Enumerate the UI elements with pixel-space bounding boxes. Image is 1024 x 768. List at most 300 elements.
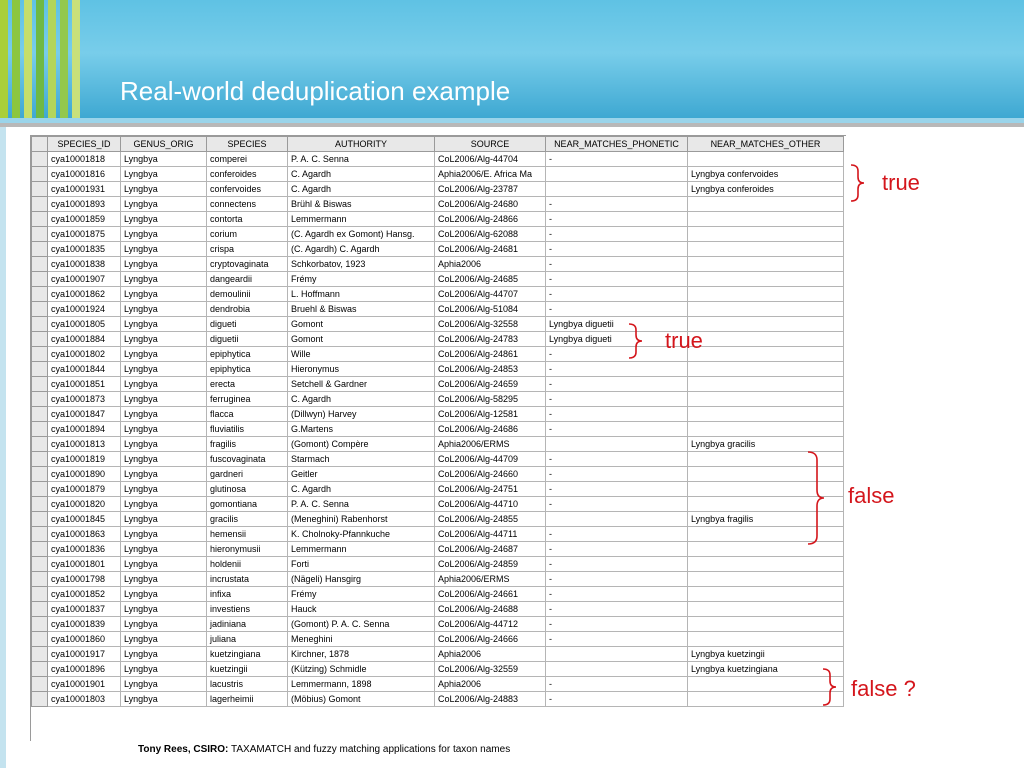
table-cell[interactable] (688, 257, 844, 272)
table-cell[interactable]: - (546, 677, 688, 692)
row-selector[interactable] (32, 527, 48, 542)
table-cell[interactable]: CoL2006/Alg-32558 (435, 317, 546, 332)
table-cell[interactable]: Lyngbya (121, 272, 207, 287)
table-cell[interactable]: - (546, 497, 688, 512)
table-cell[interactable]: - (546, 452, 688, 467)
table-cell[interactable]: Lyngbya gracilis (688, 437, 844, 452)
table-cell[interactable]: cya10001835 (48, 242, 121, 257)
table-cell[interactable]: Lyngbya digueti (546, 332, 688, 347)
table-row[interactable] (32, 602, 844, 617)
table-cell[interactable]: Lyngbya (121, 512, 207, 527)
table-cell[interactable]: Lyngbya confervoides (688, 167, 844, 182)
table-row[interactable] (32, 542, 844, 557)
table-cell[interactable]: Forti (288, 557, 435, 572)
table-cell[interactable]: holdenii (207, 557, 288, 572)
table-row[interactable] (32, 632, 844, 647)
table-cell[interactable]: CoL2006/Alg-12581 (435, 407, 546, 422)
table-cell[interactable]: - (546, 482, 688, 497)
row-selector[interactable] (32, 542, 48, 557)
table-cell[interactable]: connectens (207, 197, 288, 212)
table-cell[interactable]: (Kützing) Schmidle (288, 662, 435, 677)
table-cell[interactable]: Lyngbya (121, 647, 207, 662)
table-cell[interactable]: Aphia2006 (435, 257, 546, 272)
table-cell[interactable]: - (546, 242, 688, 257)
table-row[interactable] (32, 437, 844, 452)
table-cell[interactable] (688, 602, 844, 617)
row-selector[interactable] (32, 272, 48, 287)
row-selector[interactable] (32, 572, 48, 587)
table-cell[interactable]: Lyngbya (121, 197, 207, 212)
table-cell[interactable]: Lyngbya (121, 317, 207, 332)
table-cell[interactable]: Lyngbya (121, 572, 207, 587)
table-cell[interactable]: CoL2006/Alg-24666 (435, 632, 546, 647)
table-cell[interactable]: juliana (207, 632, 288, 647)
row-selector[interactable] (32, 422, 48, 437)
table-cell[interactable]: C. Agardh (288, 482, 435, 497)
table-cell[interactable]: flacca (207, 407, 288, 422)
table-row[interactable] (32, 422, 844, 437)
table-cell[interactable]: dendrobia (207, 302, 288, 317)
table-cell[interactable]: - (546, 212, 688, 227)
table-cell[interactable] (688, 152, 844, 167)
table-cell[interactable]: Lyngbya (121, 527, 207, 542)
row-selector[interactable] (32, 227, 48, 242)
table-cell[interactable]: CoL2006/Alg-24659 (435, 377, 546, 392)
column-header[interactable]: SPECIES_ID (48, 137, 121, 152)
table-cell[interactable]: cya10001862 (48, 287, 121, 302)
table-cell[interactable]: cya10001813 (48, 437, 121, 452)
table-cell[interactable]: Lyngbya (121, 497, 207, 512)
table-cell[interactable]: (C. Agardh ex Gomont) Hansg. (288, 227, 435, 242)
table-cell[interactable] (688, 572, 844, 587)
table-row[interactable] (32, 347, 844, 362)
row-selector[interactable] (32, 407, 48, 422)
table-cell[interactable]: Starmach (288, 452, 435, 467)
table-cell[interactable]: cya10001844 (48, 362, 121, 377)
table-cell[interactable] (688, 392, 844, 407)
row-selector[interactable] (32, 677, 48, 692)
table-row[interactable] (32, 182, 844, 197)
table-cell[interactable]: CoL2006/Alg-44711 (435, 527, 546, 542)
table-cell[interactable]: Lyngbya (121, 287, 207, 302)
table-cell[interactable]: K. Cholnoky-Pfannkuche (288, 527, 435, 542)
table-cell[interactable]: cya10001839 (48, 617, 121, 632)
table-cell[interactable]: cya10001802 (48, 347, 121, 362)
table-cell[interactable]: L. Hoffmann (288, 287, 435, 302)
table-cell[interactable]: lacustris (207, 677, 288, 692)
table-cell[interactable]: cya10001836 (48, 542, 121, 557)
table-cell[interactable] (688, 272, 844, 287)
row-selector[interactable] (32, 362, 48, 377)
table-cell[interactable] (546, 437, 688, 452)
table-row[interactable] (32, 497, 844, 512)
table-cell[interactable]: CoL2006/Alg-32559 (435, 662, 546, 677)
table-cell[interactable]: Gomont (288, 317, 435, 332)
table-cell[interactable]: cya10001907 (48, 272, 121, 287)
table-cell[interactable]: CoL2006/Alg-24680 (435, 197, 546, 212)
table-cell[interactable]: Lyngbya (121, 482, 207, 497)
table-row[interactable] (32, 197, 844, 212)
row-selector[interactable] (32, 317, 48, 332)
table-row[interactable] (32, 212, 844, 227)
table-cell[interactable]: cya10001820 (48, 497, 121, 512)
table-cell[interactable]: cya10001917 (48, 647, 121, 662)
table-cell[interactable]: cya10001901 (48, 677, 121, 692)
table-cell[interactable]: Geitler (288, 467, 435, 482)
row-selector[interactable] (32, 452, 48, 467)
table-row[interactable] (32, 392, 844, 407)
table-cell[interactable]: hieronymusii (207, 542, 288, 557)
table-cell[interactable]: Hauck (288, 602, 435, 617)
table-row[interactable] (32, 287, 844, 302)
table-row[interactable] (32, 467, 844, 482)
column-header[interactable]: GENUS_ORIG (121, 137, 207, 152)
table-cell[interactable]: cya10001924 (48, 302, 121, 317)
table-cell[interactable]: CoL2006/Alg-44712 (435, 617, 546, 632)
table-cell[interactable]: infixa (207, 587, 288, 602)
table-cell[interactable] (546, 182, 688, 197)
table-cell[interactable]: (C. Agardh) C. Agardh (288, 242, 435, 257)
column-header[interactable]: NEAR_MATCHES_OTHER (688, 137, 844, 152)
table-cell[interactable]: CoL2006/Alg-44707 (435, 287, 546, 302)
select-all-cell[interactable] (32, 137, 48, 152)
table-cell[interactable]: cya10001852 (48, 587, 121, 602)
table-row[interactable] (32, 617, 844, 632)
table-cell[interactable]: - (546, 422, 688, 437)
table-cell[interactable]: Aphia2006/ERMS (435, 572, 546, 587)
table-cell[interactable]: - (546, 272, 688, 287)
row-selector[interactable] (32, 197, 48, 212)
table-cell[interactable]: dangeardii (207, 272, 288, 287)
table-cell[interactable]: cya10001863 (48, 527, 121, 542)
table-cell[interactable]: cya10001837 (48, 602, 121, 617)
table-cell[interactable]: cya10001884 (48, 332, 121, 347)
row-selector[interactable] (32, 287, 48, 302)
table-cell[interactable]: cya10001803 (48, 692, 121, 707)
table-row[interactable] (32, 332, 844, 347)
table-cell[interactable]: Kirchner, 1878 (288, 647, 435, 662)
table-cell[interactable]: Schkorbatov, 1923 (288, 257, 435, 272)
table-row[interactable] (32, 257, 844, 272)
table-cell[interactable]: fragilis (207, 437, 288, 452)
table-row[interactable] (32, 152, 844, 167)
table-cell[interactable] (546, 662, 688, 677)
table-cell[interactable]: - (546, 347, 688, 362)
table-cell[interactable]: - (546, 392, 688, 407)
table-cell[interactable]: - (546, 362, 688, 377)
table-cell[interactable]: G.Martens (288, 422, 435, 437)
row-selector[interactable] (32, 662, 48, 677)
table-cell[interactable]: - (546, 602, 688, 617)
table-row[interactable] (32, 407, 844, 422)
table-cell[interactable]: C. Agardh (288, 167, 435, 182)
table-cell[interactable]: (Nägeli) Hansgirg (288, 572, 435, 587)
table-cell[interactable]: kuetzingiana (207, 647, 288, 662)
table-cell[interactable]: Lyngbya (121, 212, 207, 227)
table-cell[interactable] (688, 632, 844, 647)
table-cell[interactable] (688, 242, 844, 257)
row-selector[interactable] (32, 437, 48, 452)
table-cell[interactable]: - (546, 257, 688, 272)
table-cell[interactable]: cya10001845 (48, 512, 121, 527)
table-cell[interactable]: - (546, 632, 688, 647)
table-cell[interactable]: epiphytica (207, 347, 288, 362)
table-cell[interactable]: - (546, 557, 688, 572)
row-selector[interactable] (32, 602, 48, 617)
table-cell[interactable]: gracilis (207, 512, 288, 527)
table-row[interactable] (32, 227, 844, 242)
table-cell[interactable]: hemensii (207, 527, 288, 542)
table-cell[interactable]: Lyngbya (121, 377, 207, 392)
row-selector[interactable] (32, 377, 48, 392)
table-cell[interactable]: Frémy (288, 272, 435, 287)
table-cell[interactable]: CoL2006/Alg-44709 (435, 452, 546, 467)
table-cell[interactable]: (Gomont) P. A. C. Senna (288, 617, 435, 632)
table-cell[interactable]: cya10001851 (48, 377, 121, 392)
table-cell[interactable]: gardneri (207, 467, 288, 482)
table-cell[interactable]: (Dillwyn) Harvey (288, 407, 435, 422)
table-cell[interactable]: CoL2006/Alg-24855 (435, 512, 546, 527)
row-selector[interactable] (32, 647, 48, 662)
table-cell[interactable]: cya10001805 (48, 317, 121, 332)
table-cell[interactable]: Lyngbya (121, 557, 207, 572)
table-cell[interactable] (688, 197, 844, 212)
table-cell[interactable]: Lyngbya (121, 662, 207, 677)
table-cell[interactable]: CoL2006/Alg-44710 (435, 497, 546, 512)
table-cell[interactable]: CoL2006/Alg-24883 (435, 692, 546, 707)
table-cell[interactable]: Lyngbya (121, 392, 207, 407)
table-cell[interactable]: (Meneghini) Rabenhorst (288, 512, 435, 527)
table-cell[interactable]: Gomont (288, 332, 435, 347)
table-cell[interactable] (688, 332, 844, 347)
table-cell[interactable]: contorta (207, 212, 288, 227)
table-cell[interactable]: Aphia2006/E. Africa Ma (435, 167, 546, 182)
table-cell[interactable]: CoL2006/Alg-24866 (435, 212, 546, 227)
table-cell[interactable]: glutinosa (207, 482, 288, 497)
table-cell[interactable]: Lyngbya (121, 302, 207, 317)
table-cell[interactable] (546, 647, 688, 662)
table-cell[interactable]: epiphytica (207, 362, 288, 377)
table-cell[interactable]: Lyngbya (121, 677, 207, 692)
table-cell[interactable]: CoL2006/Alg-58295 (435, 392, 546, 407)
table-cell[interactable]: cya10001818 (48, 152, 121, 167)
table-cell[interactable] (688, 212, 844, 227)
table-cell[interactable]: CoL2006/Alg-24685 (435, 272, 546, 287)
table-cell[interactable]: Lyngbya (121, 362, 207, 377)
table-row[interactable] (32, 302, 844, 317)
table-cell[interactable]: Lyngbya conferoides (688, 182, 844, 197)
row-selector[interactable] (32, 467, 48, 482)
row-selector[interactable] (32, 497, 48, 512)
table-row[interactable] (32, 662, 844, 677)
table-cell[interactable]: cya10001890 (48, 467, 121, 482)
table-cell[interactable]: - (546, 572, 688, 587)
table-cell[interactable] (688, 227, 844, 242)
row-selector[interactable] (32, 692, 48, 707)
table-cell[interactable]: CoL2006/Alg-24859 (435, 557, 546, 572)
table-row[interactable] (32, 242, 844, 257)
table-cell[interactable]: Aphia2006/ERMS (435, 437, 546, 452)
table-cell[interactable]: Lemmermann (288, 542, 435, 557)
table-cell[interactable]: Lyngbya (121, 692, 207, 707)
table-cell[interactable]: P. A. C. Senna (288, 152, 435, 167)
table-cell[interactable]: incrustata (207, 572, 288, 587)
table-cell[interactable]: fuscovaginata (207, 452, 288, 467)
table-cell[interactable]: CoL2006/Alg-23787 (435, 182, 546, 197)
column-header[interactable]: SPECIES (207, 137, 288, 152)
table-cell[interactable]: Frémy (288, 587, 435, 602)
table-cell[interactable] (688, 317, 844, 332)
table-cell[interactable]: confervoides (207, 182, 288, 197)
table-cell[interactable]: Lyngbya (121, 542, 207, 557)
table-cell[interactable]: - (546, 692, 688, 707)
table-cell[interactable]: CoL2006/Alg-24688 (435, 602, 546, 617)
table-cell[interactable]: Lyngbya (121, 257, 207, 272)
table-cell[interactable]: - (546, 527, 688, 542)
table-cell[interactable]: Lyngbya diguetii (546, 317, 688, 332)
table-cell[interactable]: Lyngbya (121, 617, 207, 632)
table-cell[interactable]: Brühl & Biswas (288, 197, 435, 212)
table-row[interactable] (32, 482, 844, 497)
table-row[interactable] (32, 362, 844, 377)
table-cell[interactable]: - (546, 587, 688, 602)
table-cell[interactable]: jadiniana (207, 617, 288, 632)
row-selector[interactable] (32, 152, 48, 167)
table-cell[interactable]: CoL2006/Alg-24853 (435, 362, 546, 377)
table-row[interactable] (32, 557, 844, 572)
table-row[interactable] (32, 167, 844, 182)
table-cell[interactable]: Bruehl & Biswas (288, 302, 435, 317)
table-cell[interactable]: Lyngbya (121, 632, 207, 647)
table-cell[interactable]: - (546, 617, 688, 632)
row-selector[interactable] (32, 392, 48, 407)
table-cell[interactable]: C. Agardh (288, 392, 435, 407)
table-cell[interactable]: - (546, 407, 688, 422)
table-cell[interactable]: cya10001873 (48, 392, 121, 407)
column-header[interactable]: NEAR_MATCHES_PHONETIC (546, 137, 688, 152)
table-cell[interactable] (546, 512, 688, 527)
row-selector[interactable] (32, 347, 48, 362)
table-cell[interactable]: - (546, 542, 688, 557)
table-cell[interactable]: Aphia2006 (435, 647, 546, 662)
table-cell[interactable]: conferoides (207, 167, 288, 182)
row-selector[interactable] (32, 512, 48, 527)
table-cell[interactable]: demoulinii (207, 287, 288, 302)
table-cell[interactable]: - (546, 467, 688, 482)
row-selector[interactable] (32, 482, 48, 497)
table-row[interactable] (32, 692, 844, 707)
table-cell[interactable]: CoL2006/Alg-62088 (435, 227, 546, 242)
table-cell[interactable]: Aphia2006 (435, 677, 546, 692)
table-cell[interactable] (688, 362, 844, 377)
row-selector[interactable] (32, 587, 48, 602)
table-cell[interactable]: CoL2006/Alg-24751 (435, 482, 546, 497)
table-cell[interactable]: cryptovaginata (207, 257, 288, 272)
table-row[interactable] (32, 317, 844, 332)
row-selector[interactable] (32, 212, 48, 227)
table-row[interactable] (32, 512, 844, 527)
table-cell[interactable]: kuetzingii (207, 662, 288, 677)
table-cell[interactable]: Setchell & Gardner (288, 377, 435, 392)
row-selector[interactable] (32, 242, 48, 257)
table-cell[interactable]: investiens (207, 602, 288, 617)
row-selector[interactable] (32, 332, 48, 347)
table-cell[interactable] (688, 347, 844, 362)
table-cell[interactable] (546, 167, 688, 182)
table-row[interactable] (32, 572, 844, 587)
table-cell[interactable] (688, 587, 844, 602)
table-cell[interactable]: cya10001838 (48, 257, 121, 272)
table-cell[interactable] (688, 287, 844, 302)
table-cell[interactable]: cya10001894 (48, 422, 121, 437)
table-cell[interactable]: Lemmermann (288, 212, 435, 227)
table-cell[interactable] (688, 617, 844, 632)
table-cell[interactable]: Lyngbya kuetzingii (688, 647, 844, 662)
table-cell[interactable]: Lyngbya (121, 167, 207, 182)
table-cell[interactable]: cya10001816 (48, 167, 121, 182)
table-cell[interactable]: CoL2006/Alg-24783 (435, 332, 546, 347)
row-selector[interactable] (32, 302, 48, 317)
table-cell[interactable]: cya10001879 (48, 482, 121, 497)
table-cell[interactable]: Lyngbya (121, 347, 207, 362)
table-row[interactable] (32, 452, 844, 467)
table-cell[interactable]: cya10001859 (48, 212, 121, 227)
table-cell[interactable]: cya10001819 (48, 452, 121, 467)
table-cell[interactable]: Lyngbya (121, 602, 207, 617)
table-cell[interactable]: CoL2006/Alg-44704 (435, 152, 546, 167)
table-cell[interactable]: crispa (207, 242, 288, 257)
table-cell[interactable]: comperei (207, 152, 288, 167)
table-cell[interactable]: cya10001875 (48, 227, 121, 242)
row-selector[interactable] (32, 182, 48, 197)
table-cell[interactable]: CoL2006/Alg-24660 (435, 467, 546, 482)
table-cell[interactable]: Hieronymus (288, 362, 435, 377)
row-selector[interactable] (32, 257, 48, 272)
table-cell[interactable]: erecta (207, 377, 288, 392)
table-cell[interactable]: cya10001860 (48, 632, 121, 647)
table-cell[interactable]: corium (207, 227, 288, 242)
table-cell[interactable]: cya10001893 (48, 197, 121, 212)
table-cell[interactable]: (Gomont) Compère (288, 437, 435, 452)
table-cell[interactable]: diguetii (207, 332, 288, 347)
table-cell[interactable]: cya10001931 (48, 182, 121, 197)
table-cell[interactable]: digueti (207, 317, 288, 332)
table-cell[interactable]: - (546, 227, 688, 242)
table-row[interactable] (32, 272, 844, 287)
table-cell[interactable]: Lyngbya (121, 452, 207, 467)
table-cell[interactable] (688, 557, 844, 572)
table-row[interactable] (32, 647, 844, 662)
table-cell[interactable]: C. Agardh (288, 182, 435, 197)
table-cell[interactable]: Lyngbya (121, 152, 207, 167)
column-header[interactable]: AUTHORITY (288, 137, 435, 152)
table-cell[interactable]: Lyngbya (121, 407, 207, 422)
table-cell[interactable]: CoL2006/Alg-24861 (435, 347, 546, 362)
table-cell[interactable]: fluviatilis (207, 422, 288, 437)
table-cell[interactable]: gomontiana (207, 497, 288, 512)
table-cell[interactable]: CoL2006/Alg-51084 (435, 302, 546, 317)
table-cell[interactable]: CoL2006/Alg-24687 (435, 542, 546, 557)
table-cell[interactable]: - (546, 302, 688, 317)
table-cell[interactable]: Lyngbya (121, 227, 207, 242)
table-cell[interactable]: Lyngbya (121, 332, 207, 347)
table-cell[interactable]: - (546, 377, 688, 392)
table-cell[interactable]: Lyngbya (121, 467, 207, 482)
table-cell[interactable]: lagerheimii (207, 692, 288, 707)
table-cell[interactable]: cya10001896 (48, 662, 121, 677)
table-cell[interactable] (688, 302, 844, 317)
table-row[interactable] (32, 677, 844, 692)
